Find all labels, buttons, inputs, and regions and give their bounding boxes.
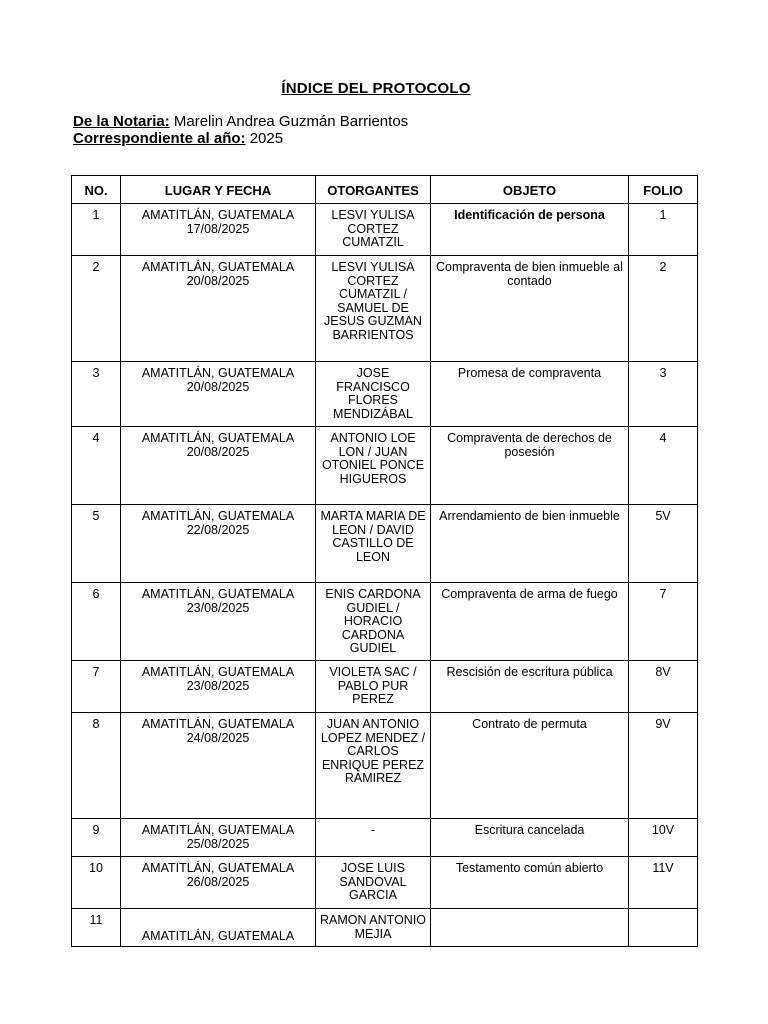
- cell-lugar: AMATITLÁN, GUATEMALA: [141, 717, 295, 731]
- header-no: NO.: [72, 176, 121, 204]
- cell-objeto: Arrendamiento de bien inmueble: [431, 505, 629, 583]
- cell-otorgantes: ANTONIO LOE LON / JUAN OTONIEL PONCE HIGUEROS: [316, 427, 431, 505]
- table-header-row: [72, 176, 698, 204]
- anio-line: [73, 130, 283, 147]
- header-lugar-fecha: LUGAR Y FECHA: [121, 176, 316, 204]
- cell-objeto: Escritura cancelada: [431, 819, 629, 857]
- cell-lugar-fecha: [121, 713, 316, 819]
- header-folio: FOLIO: [629, 176, 698, 204]
- anio-value: 2025: [249, 130, 284, 147]
- cell-folio: [629, 909, 698, 947]
- cell-folio: 7: [629, 583, 698, 661]
- cell-no: 11: [72, 909, 121, 947]
- anio-label: Correspondiente al año:: [73, 130, 246, 147]
- cell-objeto: Compraventa de arma de fuego: [431, 583, 629, 661]
- cell-folio: 10V: [629, 819, 698, 857]
- cell-objeto: Promesa de compraventa: [431, 362, 629, 427]
- cell-otorgantes: MARTA MARIA DE LEON / DAVID CASTILLO DE LEON: [316, 505, 431, 583]
- cell-objeto: Identificación de persona: [431, 204, 629, 256]
- table-row: [72, 583, 698, 661]
- cell-otorgantes: RAMON ANTONIO MEJIA: [316, 909, 431, 947]
- table-row: [72, 909, 698, 947]
- table-row: [72, 427, 698, 505]
- cell-lugar-fecha: [121, 909, 316, 947]
- cell-lugar: AMATITLÁN, GUATEMALA: [141, 587, 295, 601]
- cell-fecha: 20/08/2025: [186, 379, 250, 394]
- cell-fecha: 25/08/2025: [186, 836, 250, 851]
- cell-fecha: 17/08/2025: [186, 221, 250, 236]
- notaria-label: De la Notaria:: [73, 113, 170, 130]
- cell-no: 9: [72, 819, 121, 857]
- cell-no: 5: [72, 505, 121, 583]
- cell-lugar: AMATITLÁN, GUATEMALA: [141, 431, 295, 445]
- cell-lugar: AMATITLÁN, GUATEMALA: [141, 928, 295, 943]
- table-row: [72, 661, 698, 713]
- cell-folio: 3: [629, 362, 698, 427]
- cell-lugar-fecha: [121, 362, 316, 427]
- notaria-line: [73, 113, 408, 130]
- cell-fecha: 24/08/2025: [186, 730, 250, 745]
- cell-folio: 4: [629, 427, 698, 505]
- cell-no: 2: [72, 256, 121, 362]
- cell-objeto: Testamento común abierto: [431, 857, 629, 909]
- cell-lugar: AMATITLÁN, GUATEMALA: [141, 823, 295, 837]
- cell-lugar-fecha: [121, 204, 316, 256]
- document-title: ÍNDICE DEL PROTOCOLO: [281, 80, 471, 97]
- cell-folio: 9V: [629, 713, 698, 819]
- header-otorgantes: OTORGANTES: [316, 176, 431, 204]
- cell-no: 10: [72, 857, 121, 909]
- table-row: [72, 256, 698, 362]
- cell-lugar: AMATITLÁN, GUATEMALA: [141, 861, 295, 875]
- cell-lugar: AMATITLÁN, GUATEMALA: [141, 366, 295, 380]
- cell-fecha: 23/08/2025: [186, 600, 250, 615]
- cell-folio: 5V: [629, 505, 698, 583]
- cell-fecha: 26/08/2025: [186, 874, 250, 889]
- cell-lugar: AMATITLÁN, GUATEMALA: [141, 260, 295, 274]
- cell-otorgantes: -: [316, 819, 431, 857]
- cell-lugar-fecha: [121, 427, 316, 505]
- notaria-value: Marelin Andrea Guzmán Barrientos: [173, 113, 409, 130]
- cell-objeto: [431, 909, 629, 947]
- table-row: [72, 819, 698, 857]
- cell-otorgantes: LESVI YULISA CORTEZ CUMATZIL: [316, 204, 431, 256]
- cell-objeto: Rescisión de escritura pública: [431, 661, 629, 713]
- cell-otorgantes: JUAN ANTONIO LOPEZ MENDEZ / CARLOS ENRIQUE PEREZ RAMIREZ: [316, 713, 431, 819]
- cell-fecha: 23/08/2025: [186, 678, 250, 693]
- cell-lugar-fecha: [121, 857, 316, 909]
- cell-objeto: Compraventa de bien inmueble al contado: [431, 256, 629, 362]
- cell-otorgantes: LESVI YULISA CORTEZ CUMATZIL / SAMUEL DE JESUS GUZMAN BARRIENTOS: [316, 256, 431, 362]
- table-row: [72, 713, 698, 819]
- cell-no: 6: [72, 583, 121, 661]
- cell-objeto: Contrato de permuta: [431, 713, 629, 819]
- table-row: [72, 362, 698, 427]
- table-row: [72, 857, 698, 909]
- cell-folio: 1: [629, 204, 698, 256]
- cell-lugar-fecha: [121, 819, 316, 857]
- cell-fecha: 20/08/2025: [186, 444, 250, 459]
- cell-lugar-fecha: [121, 583, 316, 661]
- cell-fecha: 20/08/2025: [186, 273, 250, 288]
- cell-lugar: AMATITLÁN, GUATEMALA: [141, 208, 295, 222]
- cell-no: 1: [72, 204, 121, 256]
- cell-no: 3: [72, 362, 121, 427]
- cell-lugar-fecha: [121, 505, 316, 583]
- cell-folio: 2: [629, 256, 698, 362]
- cell-folio: 11V: [629, 857, 698, 909]
- cell-otorgantes: VIOLETA SAC / PABLO PUR PEREZ: [316, 661, 431, 713]
- cell-otorgantes: JOSE FRANCISCO FLORES MENDIZÁBAL: [316, 362, 431, 427]
- cell-otorgantes: ENIS CARDONA GUDIEL / HORACIO CARDONA GUDIEL: [316, 583, 431, 661]
- cell-fecha: 22/08/2025: [186, 522, 250, 537]
- cell-folio: 8V: [629, 661, 698, 713]
- cell-lugar-fecha: [121, 256, 316, 362]
- cell-no: 8: [72, 713, 121, 819]
- table-row: [72, 505, 698, 583]
- cell-otorgantes: JOSE LUIS SANDOVAL GARCIA: [316, 857, 431, 909]
- cell-objeto: Compraventa de derechos de posesión: [431, 427, 629, 505]
- cell-no: 4: [72, 427, 121, 505]
- header-objeto: OBJETO: [431, 176, 629, 204]
- cell-no: 7: [72, 661, 121, 713]
- protocol-index-table: [71, 175, 698, 947]
- table-row: [72, 204, 698, 256]
- cell-lugar: AMATITLÁN, GUATEMALA: [141, 665, 295, 679]
- cell-lugar: AMATITLÁN, GUATEMALA: [141, 509, 295, 523]
- cell-lugar-fecha: [121, 661, 316, 713]
